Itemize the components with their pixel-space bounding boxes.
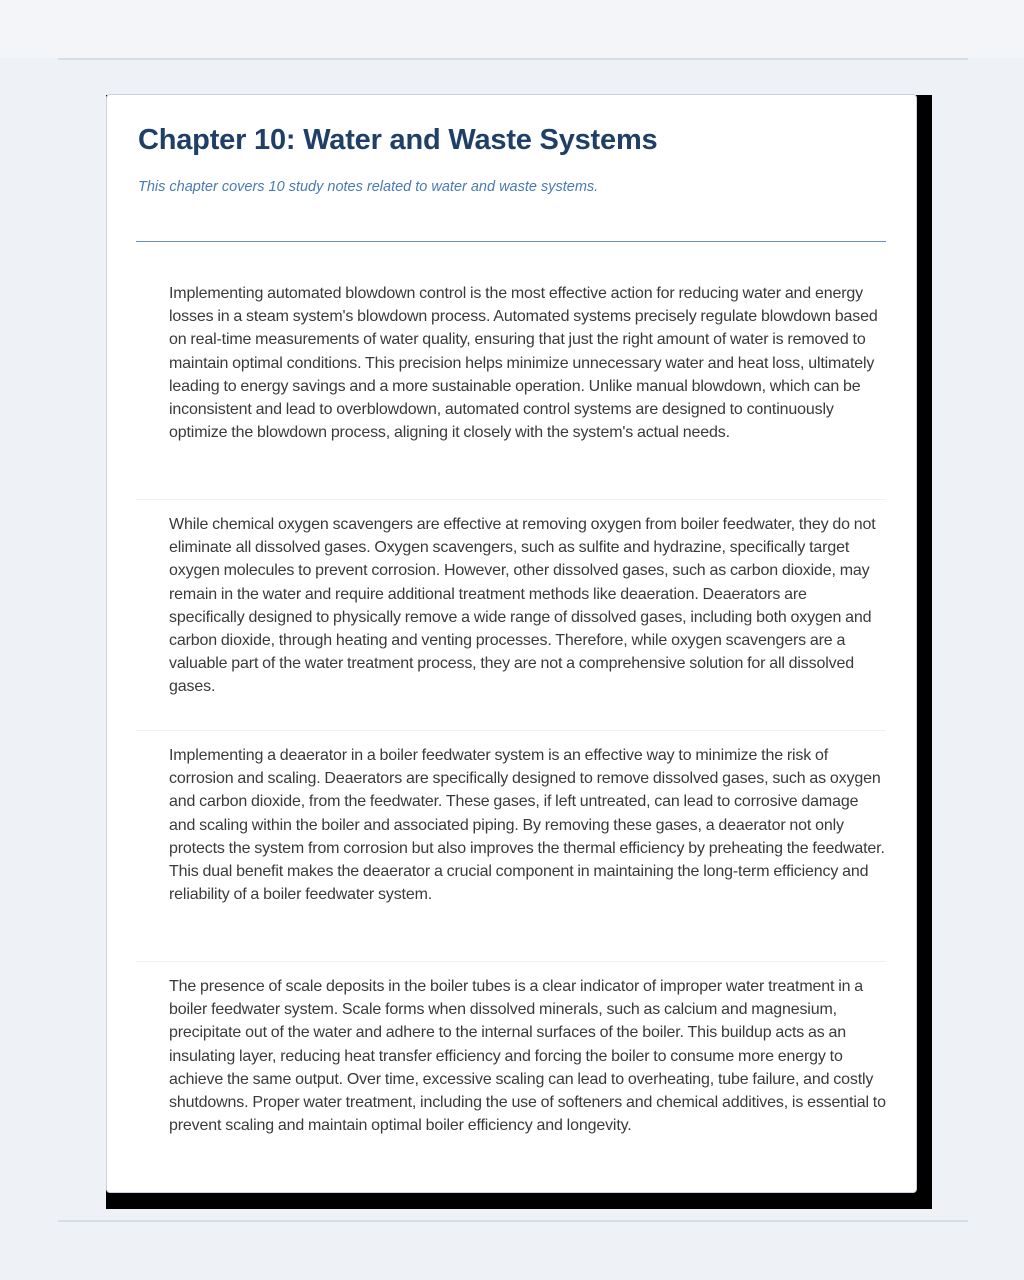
study-note [136,500,886,731]
chapter-subtitle: This chapter covers 10 study notes related to water and waste systems. [138,179,599,195]
top-band [0,0,1024,58]
study-note [136,269,886,500]
chapter-title: Chapter 10: Water and Waste Systems [138,124,658,156]
study-note-text: Implementing automated blowdown control is the most effective action for reducing water and energy losses in a steam system's blowdown process. Automated systems precisely regulate blowdown based on real-time measurements of water quality, ensuring that just the right amount of water is removed to maintain optimal conditions. This precision helps minimize unnecessary water and heat loss, ultimately leading to energy savings and a more sustainable operation. Unlike manual blowdown, which can be inconsistent and lead to overblowdown, automated control systems are designed to continuously optimize the blowdown process, aligning it closely with the system's actual needs. [169,285,878,442]
study-note [136,731,886,962]
study-note-text: The presence of scale deposits in the boiler tubes is a clear indicator of improper water treatment in a boiler feedwater system. Scale forms when dissolved minerals, such as calcium and magnesium, precipitate out of the water and adhere to the internal surfaces of the boiler. This buildup acts as an insulating layer, reducing heat transfer efficiency and forcing the boiler to consume more energy to achieve the same output. Over time, excessive scaling can lead to overheating, tube failure, and costly shutdowns. Proper water treatment, including the use of softeners and chemical additives, is essential to prevent scaling and maintain optimal boiler efficiency and longevity. [169,978,886,1135]
header-divider [136,241,886,242]
document-page [106,94,917,1193]
study-note [136,962,886,1193]
study-note-text: Implementing a deaerator in a boiler feedwater system is an effective way to minimize the risk of corrosion and scaling. Deaerators are specifically designed to remove dissolved gases, such as oxygen and carbon dioxide, from the feedwater. These gases, if left untreated, can lead to corrosive damage and scaling within the boiler and associated piping. By removing these gases, a deaerator not only protects the system from corrosion but also improves the thermal efficiency by preheating the feedwater. This dual benefit makes the deaerator a crucial component in maintaining the long-term efficiency and reliability of a boiler feedwater system. [169,747,885,904]
bottom-divider [58,1220,968,1222]
study-note-text: While chemical oxygen scavengers are effective at removing oxygen from boiler feedwater, they do not eliminate all dissolved gases. Oxygen scavengers, such as sulfite and hydrazine, specifically target oxygen molecules to prevent corrosion. However, other dissolved gases, such as carbon dioxide, may remain in the water and require additional treatment methods like deaeration. Deaerators are specifically designed to physically remove a wide range of dissolved gases, including both oxygen and carbon dioxide, through heating and venting processes. Therefore, while oxygen scavengers are a valuable part of the water treatment process, they are not a comprehensive solution for all dissolved gases. [169,516,876,696]
study-notes-list [136,269,886,1193]
top-divider [58,58,968,60]
